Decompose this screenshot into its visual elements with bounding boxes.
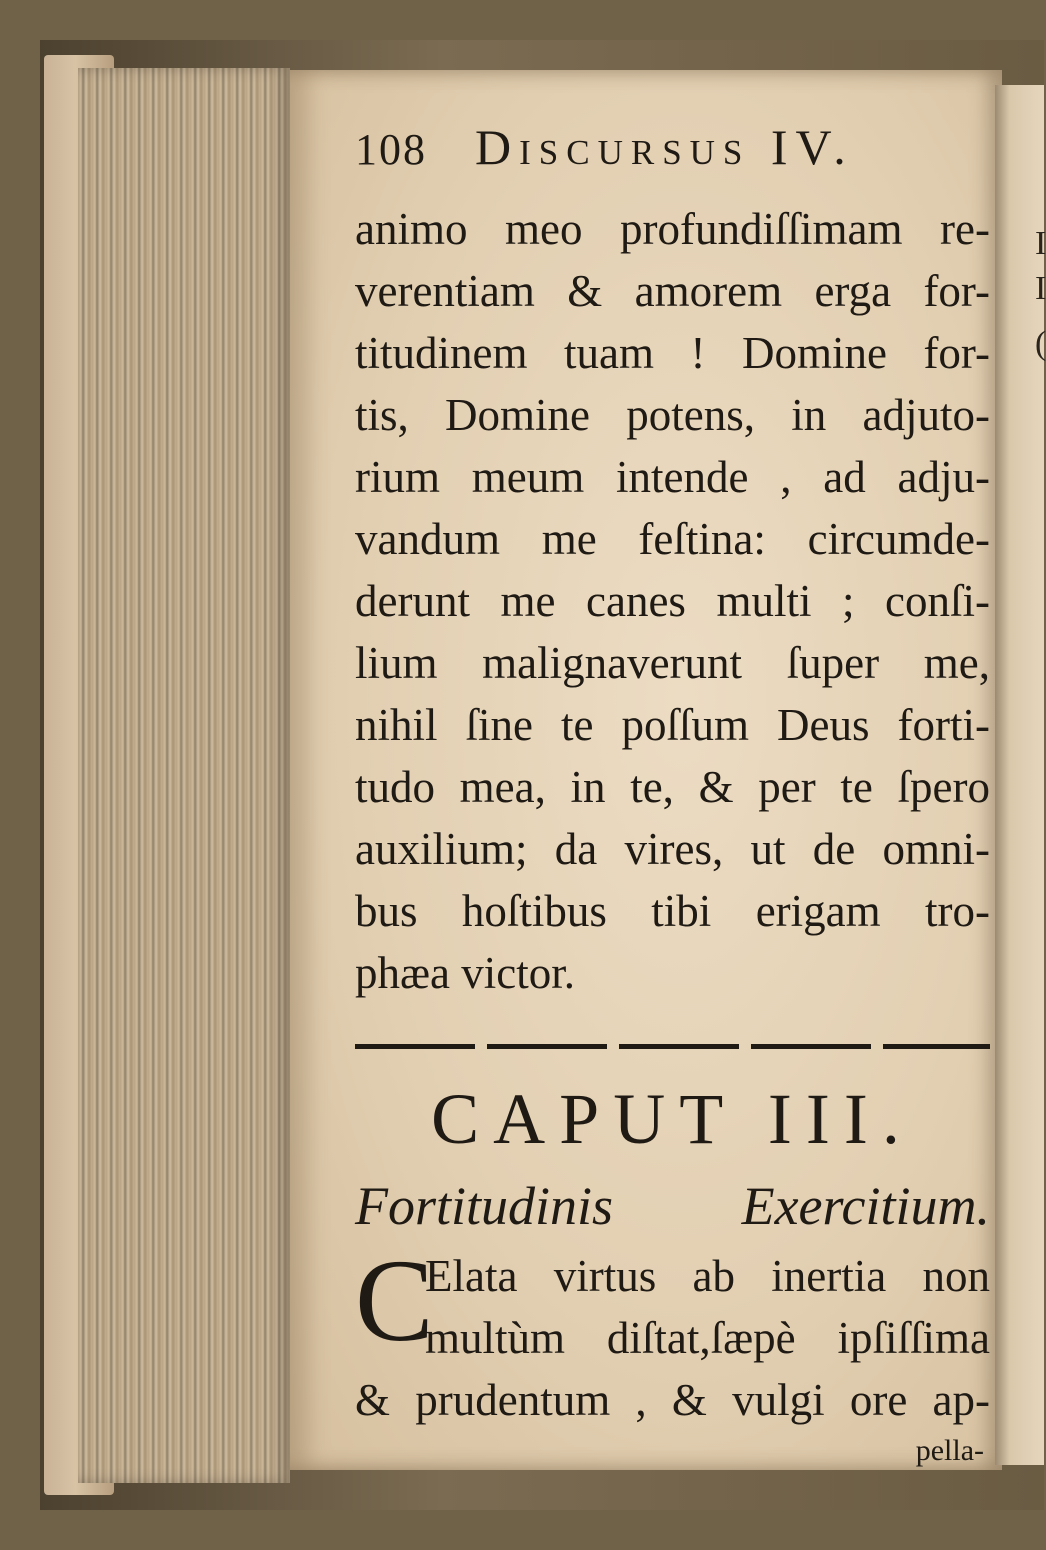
text-line: Elata virtus ab inertia non [425,1251,990,1301]
text-line: nihil ſine te poſſum Deus forti- [355,700,990,750]
text-line: auxilium; da vires, ut de omni- [355,824,990,874]
chapter-subtitle: Fortitudinis Exercitium. [355,1176,990,1236]
text-line: vandum me feſtina: circumde- [355,514,990,564]
drop-cap: C [355,1235,434,1366]
running-title: Discursus IV. [475,119,854,175]
facing-page-glyph: ( [1035,325,1046,362]
text-line: tis, Domine potens, in adjuto- [355,390,990,440]
chapter-opening-paragraph [355,1235,990,1431]
text-line: tudo mea, in te, & per te ſpero [355,762,990,812]
page-stack-edges [78,68,290,1483]
page-number: 108 [355,125,427,174]
facing-page-glyph: I [1035,225,1046,262]
page-text [355,118,990,1471]
section-divider-rule [355,1044,990,1049]
chapter-heading: CAPUT III. [431,1079,914,1159]
text-line: bus hoſtibus tibi erigam tro- [355,886,990,936]
facing-page-glyph: I [1035,270,1046,307]
text-line: titudinem tuam ! Domine for- [355,328,990,378]
text-line: derunt me canes multi ; conſi- [355,576,990,626]
text-line: verentiam & amorem erga for- [355,266,990,316]
text-line: lium malignaverunt ſuper me, [355,638,990,688]
text-line: & prudentum , & vulgi ore ap- [355,1375,990,1425]
text-line: multùm diſtat,ſæpè ipſiſſima [425,1313,990,1363]
text-line: rium meum intende , ad adju- [355,452,990,502]
text-line-final: phæa victor. [355,948,575,998]
running-head [355,118,990,198]
catchword: pella- [915,1434,984,1467]
text-line: animo meo profundiſſimam re- [355,204,990,254]
body-paragraph [355,198,990,1004]
